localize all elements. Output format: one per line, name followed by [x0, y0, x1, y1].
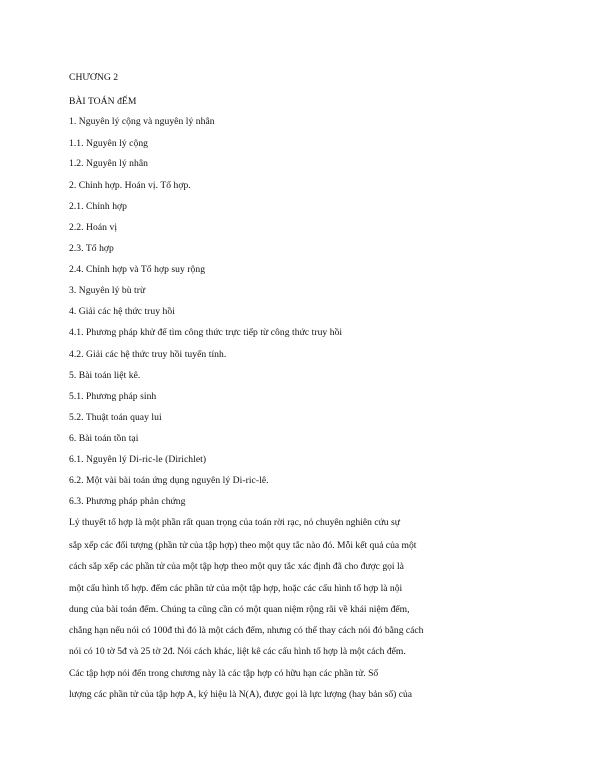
toc-item: 6. Bài toán tồn tại	[69, 433, 139, 444]
toc-item: 1.2. Nguyên lý nhân	[69, 158, 149, 169]
body-line: nói có 10 tờ 5đ và 25 tờ 2đ. Nói cách khác, liệt kê các cấu hình tổ hợp là một cách đếm.	[69, 646, 406, 657]
toc-item: 1. Nguyên lý cộng và nguyên lý nhân	[69, 116, 215, 127]
toc-item: 6.1. Nguyên lý Di-ric-le (Dirichlet)	[69, 454, 207, 465]
toc-item: 1.1. Nguyên lý cộng	[69, 138, 149, 149]
body-line: lượng các phần tử của tập hợp A, ký hiệu là N(A), được gọi là lực lượng (hay bản số) của	[69, 689, 413, 700]
toc-item: 5. Bài toán liệt kê.	[69, 370, 141, 381]
toc-item: 2.3. Tổ hợp	[69, 243, 114, 254]
body-line: chẳng hạn nếu nói có 100đ thì đó là một cách đếm, nhưng có thể thay cách nói đó bằng cách	[69, 625, 424, 636]
toc-item: 5.2. Thuật toán quay lui	[69, 412, 162, 423]
toc-item: 5.1. Phương pháp sinh	[69, 391, 157, 402]
toc-item: 4.1. Phương pháp khử để tìm công thức trực tiếp từ công thức truy hồi	[69, 327, 343, 338]
toc-item: 4.2. Giải các hệ thức truy hồi tuyến tính.	[69, 349, 227, 360]
toc-item: 4. Giải các hệ thức truy hồi	[69, 306, 175, 317]
body-line: Các tập hợp nói đến trong chương này là các tập hợp có hữu hạn các phần tử. Số	[69, 668, 379, 679]
body-line: cách sắp xếp các phần tử của một tập hợp theo một quy tắc xác định đã cho được gọi là	[69, 561, 404, 572]
toc-item: 2.2. Hoán vị	[69, 222, 118, 233]
toc-item: 2.4. Chỉnh hợp và Tổ hợp suy rộng	[69, 264, 206, 275]
chapter-title: BÀI TOÁN đẾM	[69, 96, 137, 107]
body-line: Lý thuyết tổ hợp là một phần rất quan trọng của toán rời rạc, nó chuyên nghiên cứu sự	[69, 517, 400, 528]
toc-item: 6.3. Phương pháp phản chứng	[69, 496, 186, 507]
body-line: sắp xếp các đối tượng (phần tử của tập hợp) theo một quy tắc nào đó. Mỗi kết quả của một	[69, 540, 417, 551]
toc-item: 6.2. Một vài bài toán ứng dụng nguyên lý Di-ric-lê.	[69, 475, 269, 486]
toc-item: 2.1. Chỉnh hợp	[69, 201, 128, 212]
body-line: một cấu hình tổ hợp. đếm các phần tử của một tập hợp, hoặc các cấu hình tổ hợp là nội	[69, 583, 403, 594]
toc-item: 3. Nguyên lý bù trừ	[69, 285, 146, 296]
body-line: dung của bài toán đếm. Chúng ta cũng cần có một quan niệm rộng rãi về khái niệm đếm,	[69, 604, 410, 615]
chapter-number: CHƯƠNG 2	[69, 72, 119, 83]
toc-item: 2. Chỉnh hợp. Hoán vị. Tổ hợp.	[69, 180, 191, 191]
